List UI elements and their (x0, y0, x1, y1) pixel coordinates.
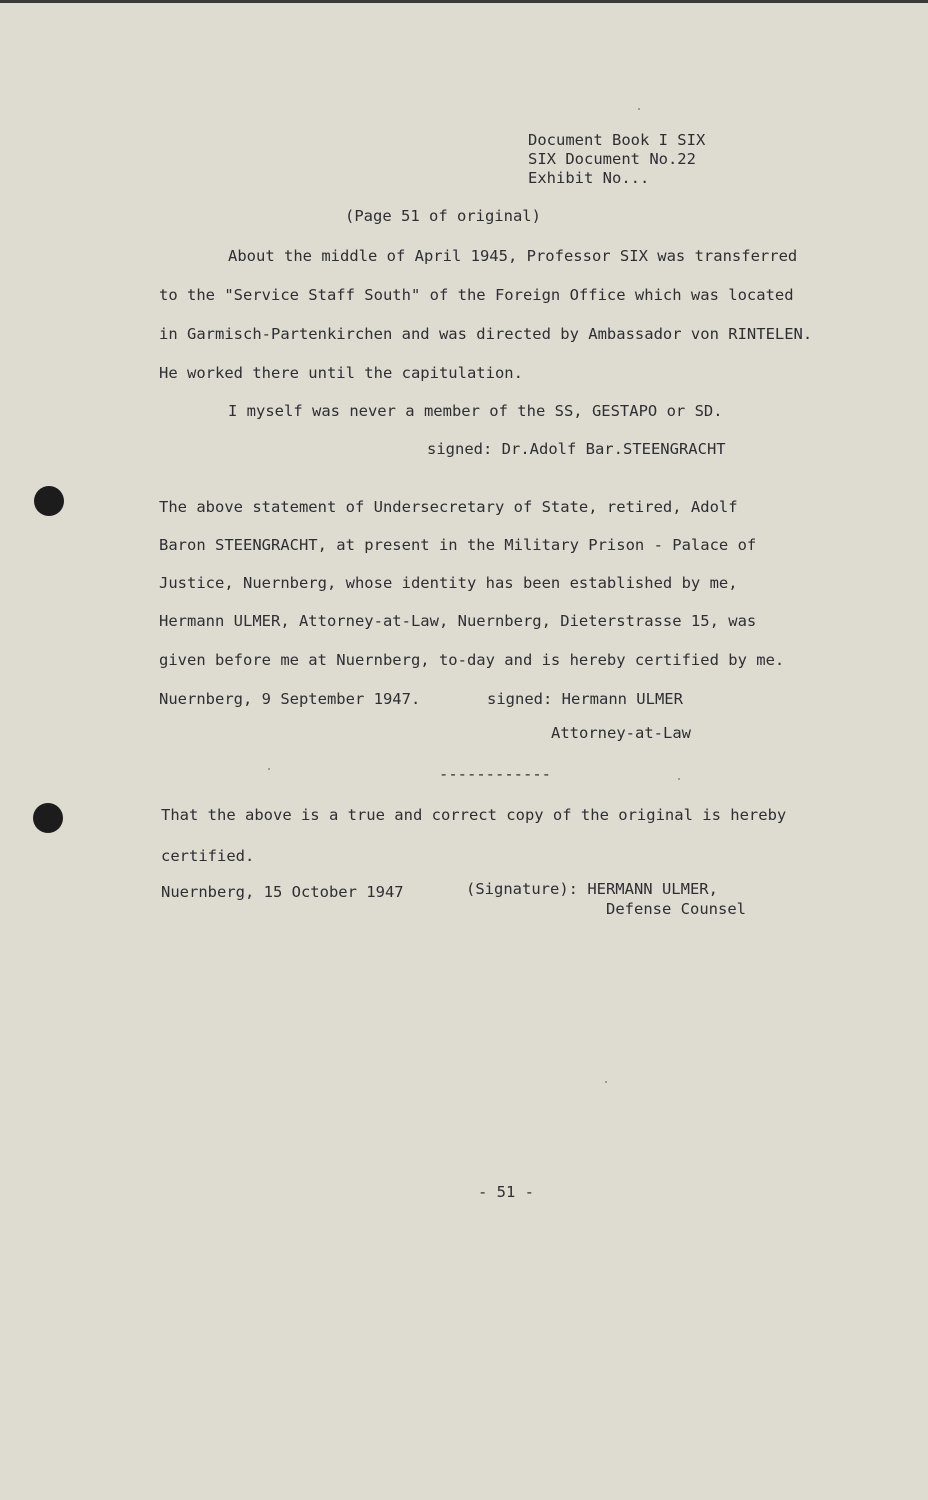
statement-line-2: to the "Service Staff South" of the Foreign Office which was located (159, 286, 794, 304)
attestation-line-2: Baron STEENGRACHT, at present in the Military Prison - Palace of (159, 536, 757, 554)
attestation-signed: signed: Hermann ULMER (487, 690, 683, 708)
paper-speck (678, 778, 680, 780)
certification-line-1: That the above is a true and correct copy of the original is hereby (161, 806, 787, 824)
page-number: - 51 - (478, 1183, 534, 1201)
certification-place-date: Nuernberg, 15 October 1947 (161, 883, 404, 901)
attestation-title: Attorney-at-Law (551, 724, 691, 742)
attestation-line-5: given before me at Nuernberg, to-day and is hereby certified by me. (159, 651, 785, 669)
page-of-original-note: (Page 51 of original) (345, 207, 541, 225)
certification-line-2: certified. (161, 847, 255, 865)
section-divider: ------------ (439, 765, 551, 783)
document-number-line: SIX Document No.22 (528, 150, 696, 168)
statement-line-4: He worked there until the capitulation. (159, 364, 523, 382)
document-book-line: Document Book I SIX (528, 131, 706, 149)
certification-signature: (Signature): HERMANN ULMER, (466, 880, 718, 898)
paper-speck (638, 108, 640, 110)
statement-line-5: I myself was never a member of the SS, GESTAPO or SD. (228, 402, 723, 420)
paper-speck (605, 1081, 607, 1083)
attestation-line-4: Hermann ULMER, Attorney-at-Law, Nuernberg, Dieterstrasse 15, was (159, 612, 757, 630)
scan-edge (0, 0, 928, 3)
attestation-line-3: Justice, Nuernberg, whose identity has been established by me, (159, 574, 738, 592)
statement-line-3: in Garmisch-Partenkirchen and was directed by Ambassador von RINTELEN. (159, 325, 813, 343)
punch-hole-lower (33, 803, 63, 833)
attestation-place-date: Nuernberg, 9 September 1947. (159, 690, 421, 708)
exhibit-number-line: Exhibit No... (528, 169, 650, 187)
attestation-line-1: The above statement of Undersecretary of State, retired, Adolf (159, 498, 738, 516)
punch-hole-upper (34, 486, 64, 516)
paper-speck (268, 768, 270, 770)
statement-signature: signed: Dr.Adolf Bar.STEENGRACHT (427, 440, 726, 458)
certification-title: Defense Counsel (606, 900, 746, 918)
statement-line-1: About the middle of April 1945, Professor SIX was transferred (228, 247, 798, 265)
